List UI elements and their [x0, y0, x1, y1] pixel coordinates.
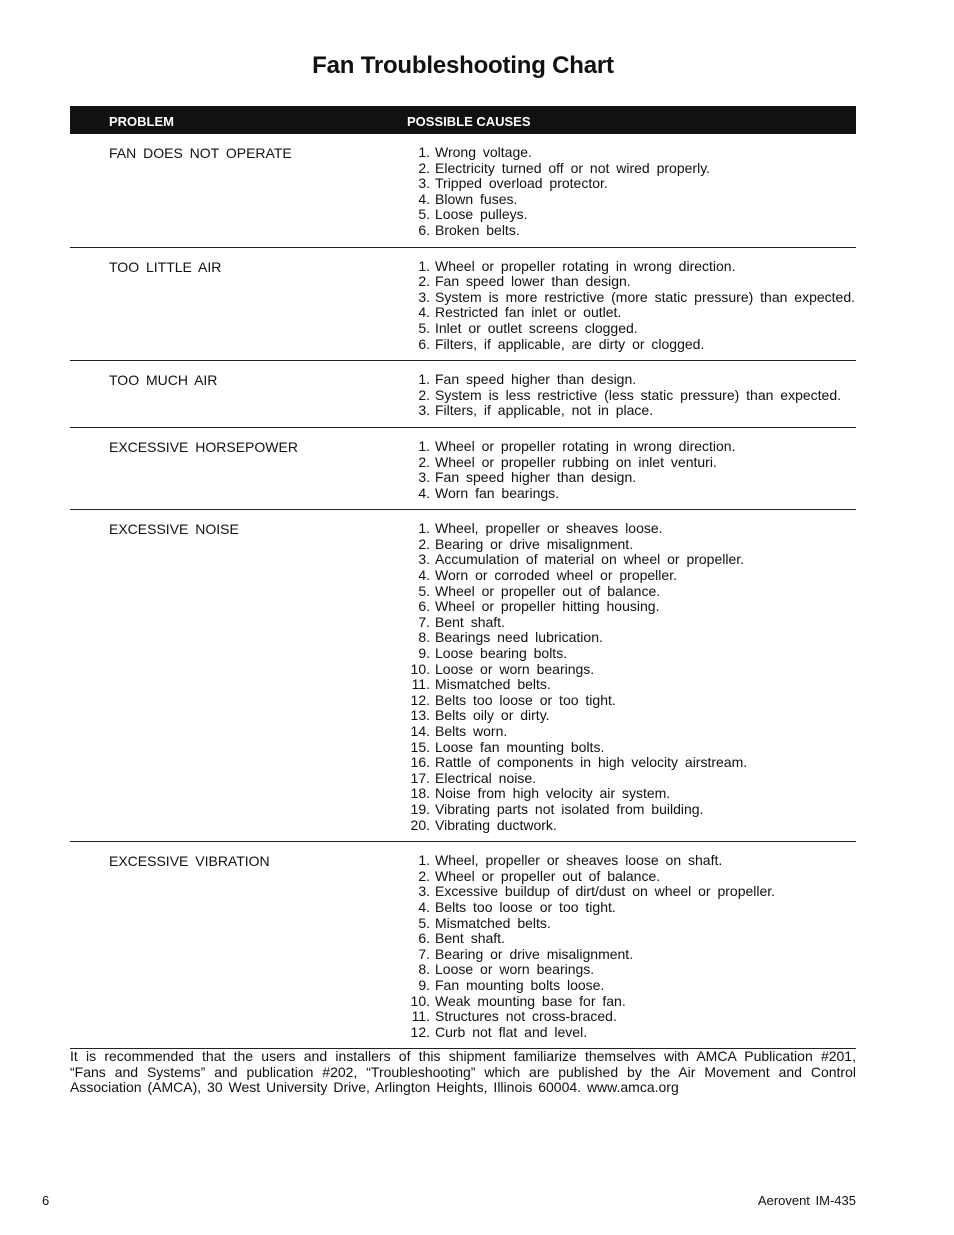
- cause-number: 5.: [418, 582, 430, 599]
- cause-number: 1.: [418, 852, 430, 869]
- cause-text: Structures not cross-braced.: [435, 1008, 617, 1025]
- amca-recommendation-note: It is recommended that the users and installers of this shipment familiarize themselves with AMCA Publication #201, “Fans and Systems” and publication #202, “Troubleshooting” which are published by the Air Movement and Control Association (AMCA), 30 West University Drive, Arlington Heights, Illinois 60004. www.amca.org: [70, 1048, 856, 1096]
- cause-number: 4.: [418, 898, 430, 915]
- cause-item: [400, 677, 856, 693]
- cause-text: Wheel or propeller rotating in wrong direction.: [435, 257, 736, 274]
- header-problem: PROBLEM: [109, 114, 174, 129]
- cause-number: 2.: [418, 159, 430, 176]
- cause-number: 10.: [410, 660, 430, 677]
- causes-list: [400, 145, 856, 239]
- cause-item: [400, 552, 856, 568]
- cause-number: 2.: [418, 453, 430, 470]
- cause-text: Electrical noise.: [435, 769, 537, 786]
- cause-item: [400, 337, 856, 353]
- cause-text: Electricity turned off or not wired properly.: [435, 159, 711, 176]
- cause-item: [400, 947, 856, 963]
- cause-item: [400, 962, 856, 978]
- table-row: [70, 134, 856, 248]
- cause-item: [400, 916, 856, 932]
- cause-item: [400, 274, 856, 290]
- cause-number: 17.: [410, 769, 430, 786]
- cause-number: 11.: [411, 1008, 430, 1025]
- cause-item: [400, 1025, 856, 1041]
- cause-text: Bent shaft.: [435, 930, 505, 947]
- cause-number: 1.: [418, 144, 430, 160]
- cause-text: Weak mounting base for fan.: [435, 992, 626, 1009]
- cause-number: 3.: [418, 288, 430, 305]
- cause-text: Inlet or outlet screens clogged.: [435, 319, 638, 336]
- causes-list: [400, 372, 856, 419]
- page-number: 6: [42, 1193, 50, 1208]
- cause-text: Mismatched belts.: [435, 676, 551, 693]
- cause-item: [400, 223, 856, 239]
- cause-text: Vibrating parts not isolated from building.: [435, 800, 704, 817]
- cause-text: Bearings need lubrication.: [435, 629, 603, 646]
- causes-list: [400, 853, 856, 1040]
- cause-text: Curb not flat and level.: [435, 1023, 588, 1040]
- cause-text: Rattle of components in high velocity airstream.: [435, 754, 748, 771]
- cause-number: 4.: [418, 304, 430, 321]
- cause-text: Fan speed higher than design.: [435, 371, 637, 388]
- cause-item: [400, 403, 856, 419]
- cause-text: Bearing or drive misalignment.: [435, 535, 634, 552]
- cause-text: Bearing or drive misalignment.: [435, 945, 634, 962]
- cause-text: Belts oily or dirty.: [435, 707, 550, 724]
- causes-list: [400, 521, 856, 833]
- cause-text: Wheel or propeller out of balance.: [435, 867, 661, 884]
- cause-number: 20.: [410, 816, 430, 833]
- table-row: [70, 248, 856, 362]
- problem-label: EXCESSIVE NOISE: [109, 521, 239, 538]
- cause-text: Wheel or propeller rotating in wrong direction.: [435, 437, 736, 454]
- cause-text: Wrong voltage.: [435, 144, 532, 160]
- cause-number: 7.: [418, 945, 430, 962]
- cause-number: 3.: [418, 469, 430, 486]
- page-title: Fan Troubleshooting Chart: [312, 52, 614, 79]
- cause-item: [400, 599, 856, 615]
- cause-item: [400, 161, 856, 177]
- cause-item: [400, 584, 856, 600]
- cause-text: Belts worn.: [435, 723, 508, 739]
- cause-number: 4.: [418, 567, 430, 584]
- cause-text: Worn fan bearings.: [435, 484, 560, 501]
- problem-label: FAN DOES NOT OPERATE: [109, 145, 292, 161]
- cause-text: Loose bearing bolts.: [435, 645, 568, 662]
- document-id: Aerovent IM-435: [757, 1193, 856, 1208]
- cause-number: 16.: [410, 754, 430, 771]
- cause-text: Belts too loose or too tight.: [435, 898, 616, 915]
- cause-text: Blown fuses.: [435, 190, 518, 207]
- table-row: [70, 428, 856, 510]
- cause-item: [400, 900, 856, 916]
- cause-number: 8.: [418, 961, 430, 978]
- cause-number: 11.: [411, 676, 430, 693]
- problem-label: TOO LITTLE AIR: [109, 258, 222, 275]
- table-row: [70, 510, 856, 842]
- cause-number: 12.: [410, 691, 430, 708]
- table-body: [70, 134, 856, 1049]
- cause-number: 6.: [418, 335, 430, 352]
- cause-item: [400, 693, 856, 709]
- cause-number: 10.: [410, 992, 430, 1009]
- cause-item: [400, 145, 856, 161]
- cause-number: 3.: [418, 551, 430, 568]
- cause-number: 2.: [418, 273, 430, 290]
- cause-item: [400, 646, 856, 662]
- cause-text: Mismatched belts.: [435, 914, 551, 931]
- cause-item: [400, 372, 856, 388]
- cause-item: [400, 818, 856, 834]
- cause-item: [400, 455, 856, 471]
- cause-number: 8.: [418, 629, 430, 646]
- cause-number: 9.: [418, 645, 430, 662]
- troubleshooting-table: [70, 106, 856, 1049]
- cause-number: 14.: [410, 723, 430, 739]
- cause-number: 12.: [410, 1023, 430, 1040]
- problem-label: TOO MUCH AIR: [109, 372, 218, 389]
- cause-text: Vibrating ductwork.: [435, 816, 557, 833]
- cause-item: [400, 470, 856, 486]
- cause-text: Bent shaft.: [435, 613, 505, 630]
- cause-item: [400, 771, 856, 787]
- cause-number: 6.: [418, 221, 430, 238]
- cause-item: [400, 786, 856, 802]
- cause-number: 1.: [418, 371, 430, 388]
- cause-number: 5.: [418, 319, 430, 336]
- cause-number: 4.: [418, 484, 430, 501]
- cause-item: [400, 755, 856, 771]
- cause-item: [400, 615, 856, 631]
- cause-text: Fan mounting bolts loose.: [435, 976, 605, 993]
- cause-text: Loose fan mounting bolts.: [435, 738, 605, 755]
- cause-item: [400, 305, 856, 321]
- cause-item: [400, 192, 856, 208]
- cause-item: [400, 740, 856, 756]
- cause-text: Broken belts.: [435, 221, 520, 238]
- cause-text: Loose or worn bearings.: [435, 961, 595, 978]
- table-row: [70, 361, 856, 428]
- cause-item: [400, 853, 856, 869]
- cause-number: 6.: [418, 598, 430, 615]
- cause-item: [400, 994, 856, 1010]
- cause-item: [400, 439, 856, 455]
- cause-text: Filters, if applicable, not in place.: [435, 402, 654, 419]
- table-row: [70, 842, 856, 1049]
- cause-item: [400, 207, 856, 223]
- cause-item: [400, 931, 856, 947]
- cause-text: Noise from high velocity air system.: [435, 785, 671, 802]
- cause-text: Wheel or propeller out of balance.: [435, 582, 661, 599]
- cause-item: [400, 176, 856, 192]
- problem-label: EXCESSIVE HORSEPOWER: [109, 438, 298, 455]
- cause-item: [400, 537, 856, 553]
- cause-number: 5.: [418, 914, 430, 931]
- problem-label: EXCESSIVE VIBRATION: [109, 853, 270, 870]
- cause-text: Restricted fan inlet or outlet.: [435, 304, 622, 321]
- cause-text: Filters, if applicable, are dirty or clogged.: [435, 335, 705, 352]
- causes-list: [400, 439, 856, 501]
- cause-text: Wheel or propeller rubbing on inlet venturi.: [435, 453, 717, 470]
- cause-number: 6.: [418, 930, 430, 947]
- cause-item: [400, 708, 856, 724]
- cause-item: [400, 724, 856, 740]
- cause-text: Wheel or propeller hitting housing.: [435, 598, 660, 615]
- cause-item: [400, 388, 856, 404]
- cause-number: 1.: [418, 437, 430, 454]
- cause-text: System is less restrictive (less static pressure) than expected.: [435, 386, 842, 403]
- cause-item: [400, 978, 856, 994]
- cause-number: 18.: [410, 785, 430, 802]
- cause-number: 3.: [418, 402, 430, 419]
- cause-item: [400, 869, 856, 885]
- cause-number: 1.: [418, 520, 430, 537]
- cause-number: 7.: [418, 613, 430, 630]
- cause-text: System is more restrictive (more static pressure) than expected.: [435, 288, 856, 305]
- cause-item: [400, 802, 856, 818]
- causes-list: [400, 259, 856, 353]
- cause-number: 15.: [410, 738, 430, 755]
- cause-item: [400, 521, 856, 537]
- cause-text: Fan speed higher than design.: [435, 469, 637, 486]
- cause-text: Excessive buildup of dirt/dust on wheel or propeller.: [435, 883, 776, 900]
- cause-text: Belts too loose or too tight.: [435, 691, 616, 708]
- cause-number: 2.: [418, 386, 430, 403]
- cause-text: Wheel, propeller or sheaves loose.: [435, 520, 663, 537]
- cause-number: 3.: [418, 175, 430, 192]
- cause-text: Fan speed lower than design.: [435, 273, 631, 290]
- cause-number: 5.: [418, 206, 430, 223]
- header-possible-causes: POSSIBLE CAUSES: [407, 114, 531, 129]
- cause-item: [400, 884, 856, 900]
- cause-item: [400, 630, 856, 646]
- cause-item: [400, 259, 856, 275]
- cause-text: Accumulation of material on wheel or propeller.: [435, 551, 745, 568]
- cause-number: 13.: [410, 707, 430, 724]
- cause-item: [400, 486, 856, 502]
- cause-text: Loose pulleys.: [435, 206, 528, 223]
- cause-item: [400, 290, 856, 306]
- cause-text: Wheel, propeller or sheaves loose on shaft.: [435, 852, 723, 869]
- cause-item: [400, 568, 856, 584]
- cause-number: 2.: [418, 867, 430, 884]
- cause-number: 4.: [418, 190, 430, 207]
- cause-number: 3.: [418, 883, 430, 900]
- cause-item: [400, 1009, 856, 1025]
- cause-item: [400, 321, 856, 337]
- cause-number: 19.: [410, 800, 430, 817]
- cause-item: [400, 662, 856, 678]
- table-header: [70, 106, 856, 134]
- cause-text: Tripped overload protector.: [435, 175, 608, 192]
- cause-number: 1.: [418, 257, 430, 274]
- cause-text: Worn or corroded wheel or propeller.: [435, 567, 677, 584]
- cause-text: Loose or worn bearings.: [435, 660, 595, 677]
- cause-number: 2.: [418, 535, 430, 552]
- cause-number: 9.: [418, 976, 430, 993]
